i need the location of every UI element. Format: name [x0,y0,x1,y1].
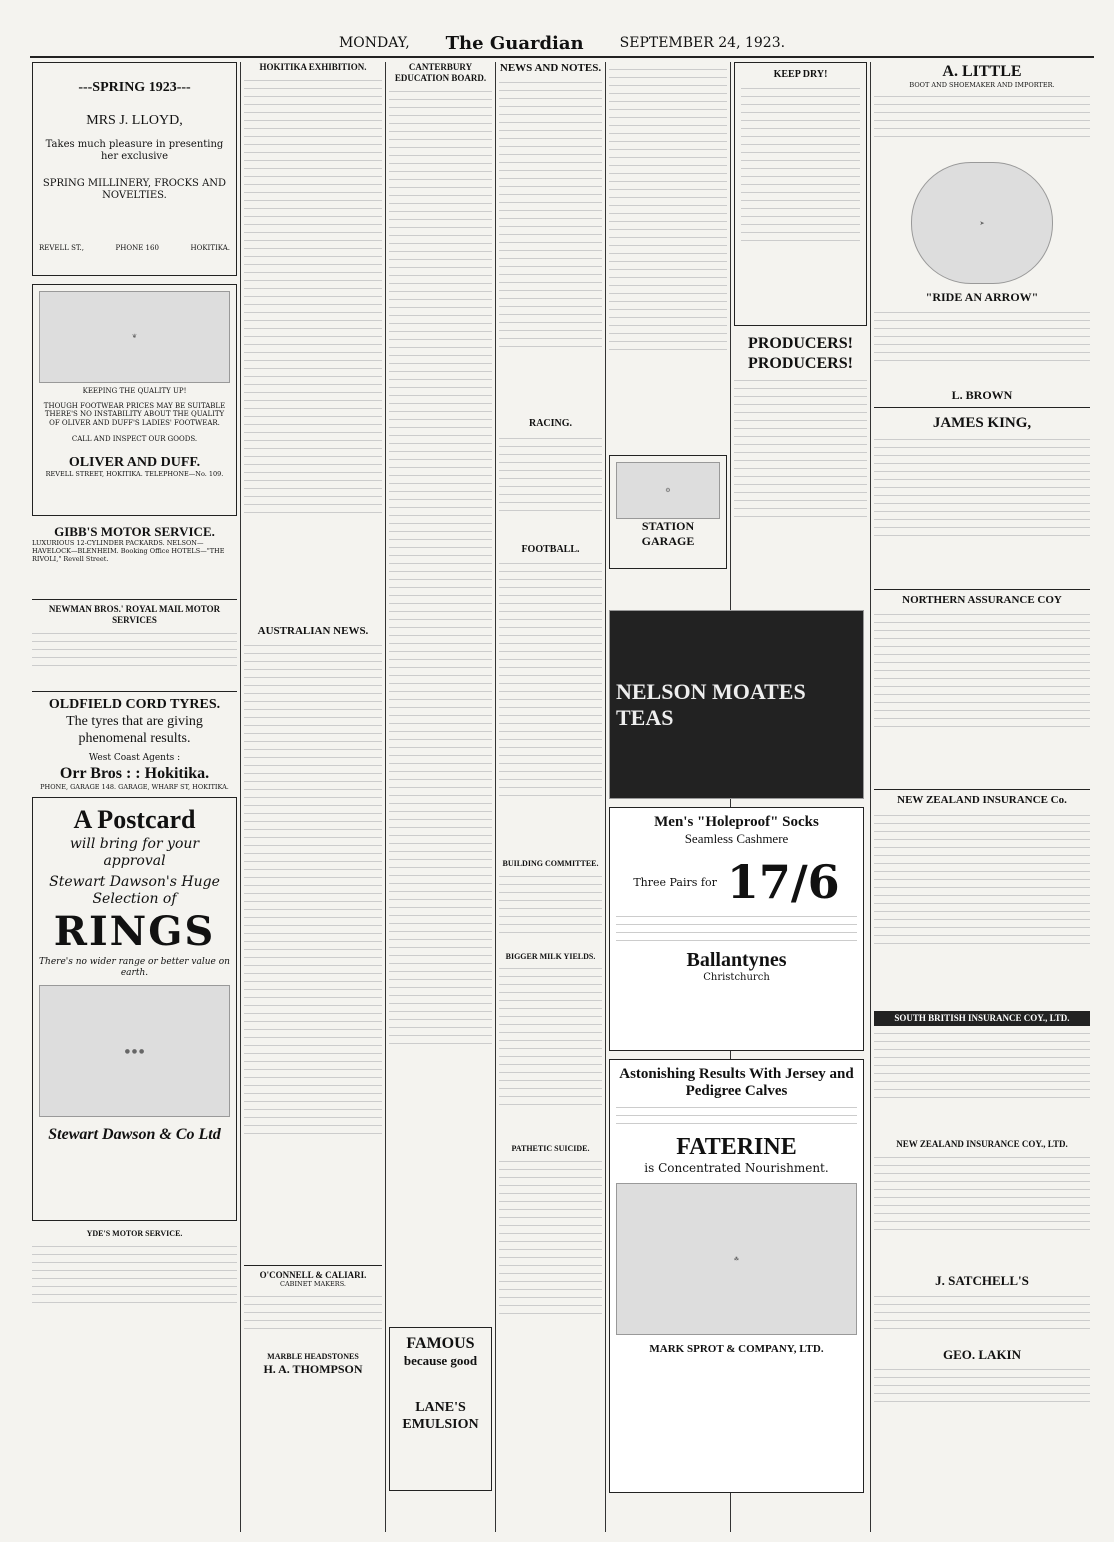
shoe-advert [32,284,237,516]
brown: L. BROWN [951,388,1013,403]
emulsion-advert [389,1327,492,1491]
col5-news [609,65,727,445]
rings-sub: There's no wider range or better value on earth. [39,957,230,979]
column-rule [605,62,606,1532]
satchell-body [874,1292,1090,1347]
shoe-keep: KEEPING THE QUALITY UP! [82,387,187,395]
stewart-logo: Stewart Dawson & Co Ltd [48,1126,221,1144]
lakin-body [874,1365,1090,1402]
australian-body [244,641,382,1261]
northern: NORTHERN ASSURANCE COY [902,593,1062,606]
column-4 [499,62,602,1532]
racing-title: RACING. [528,418,573,430]
oldfield-title: OLDFIELD CORD TYRES. [48,696,221,712]
football-body [499,559,602,859]
postcard: A Postcard [73,805,196,835]
news-title: NEWS AND NOTES. [499,62,602,74]
rings-illustration: ● ● ● [39,985,230,1117]
arrow-body [874,308,1090,388]
little: A. LITTLE [942,63,1022,80]
because: because good [403,1353,478,1369]
masthead-date: SEPTEMBER 24, 1923. [619,35,786,51]
wide-adverts [609,610,864,1510]
concentrated: is Concentrated Nourishment. [644,1161,829,1175]
oconnell-sub: CABINET MAKERS. [280,1280,346,1289]
building-title: BUILDING COMMITTEE. [502,858,599,868]
bigger-body [499,964,602,1144]
nz-body [874,811,1090,1011]
divider [874,789,1090,790]
yde-body [32,1242,237,1303]
agents: West Coast Agents : [88,753,181,764]
famous: FAMOUS [406,1334,475,1352]
three: Three Pairs for [633,875,717,889]
spring-footer-left: REVELL ST., [39,243,84,252]
column-6 [734,62,867,602]
station: STATION GARAGE [641,519,695,548]
exhibition-body [244,76,382,621]
column-rule [385,62,386,1532]
station-garage-advert [609,455,727,569]
rings: RINGS [53,908,216,956]
oconnell-title: O'CONNELL & CALIARI. [259,1270,367,1281]
masthead-title: The Guardian [445,32,584,54]
little-sub: BOOT AND SHOEMAKER AND IMPORTER. [909,80,1055,89]
column-1 [32,62,237,1532]
producers: PRODUCERS! PRODUCERS! [748,335,853,372]
masthead-day: MONDAY, [338,35,410,51]
faterine-advert [609,1059,864,1493]
divider [32,599,237,600]
australian-title: AUSTRALIAN NEWS. [257,624,369,637]
stewart: Stewart Dawson's Huge Selection of [49,874,220,908]
king: JAMES KING, [932,414,1032,431]
nelson-advert: NELSON MOATES TEAS [609,610,864,799]
southbritish: SOUTH BRITISH INSURANCE COY., LTD. [874,1011,1090,1026]
arrow: "RIDE AN ARROW" [925,290,1039,305]
keepdry: KEEP DRY! [773,69,828,80]
shoe-text: THOUGH FOOTWEAR PRICES MAY BE SUITABLE THERE'S NO INSTABILITY ABOUT THE QUALITY OF OLIVER AND DUFF'S LADIES' FOOTWEAR. [43,401,226,427]
column-rule [240,62,241,1532]
little-body [874,92,1090,162]
car-illustration: ⚙ [616,462,720,519]
column-7 [874,62,1090,1532]
divider [874,589,1090,590]
spring-title: ---SPRING 1923--- [78,80,191,95]
nz: NEW ZEALAND INSURANCE Co. [897,794,1067,807]
spring-footer [39,244,230,253]
shoe-name: OLIVER AND DUFF. [68,454,201,470]
spring-footer-mid: PHONE 160 [115,243,159,252]
lakin: GEO. LAKIN [942,1346,1021,1362]
football-title: FOOTBALL. [521,543,580,555]
calf-illustration: ☘ [616,1183,857,1335]
shoe-call: CALL AND INSPECT OUR GOODS. [71,435,198,444]
column-rule [495,62,496,1532]
pathetic-body [499,1157,602,1357]
divider [874,407,1090,408]
column-3 [389,62,492,1532]
nzaccident-body [874,1153,1090,1273]
king-body [874,435,1090,585]
lanes: LANE'S EMULSION [402,1400,479,1433]
spring-footer-right: HOKITIKA. [190,243,230,252]
thompson-title: H. A. THOMPSON [263,1362,363,1377]
stewart-advert [32,797,237,1221]
spring-items: SPRING MILLINERY, FROCKS AND NOVELTIES. [42,177,227,201]
orr: Orr Bros : : Hokitika. [59,765,210,782]
newman-title: NEWMAN BROS.' ROYAL MAIL MOTOR SERVICES [48,603,221,625]
spring-advert [32,62,237,276]
pathetic-title: PATHETIC SUICIDE. [511,1144,590,1154]
oconnell-body [244,1292,382,1352]
socks-sub: Seamless Cashmere [684,831,789,846]
arrow-cycle-logo: ➤ [911,162,1053,284]
shoe-addr: REVELL STREET, HOKITIKA. TELEPHONE—No. 109. [45,469,224,478]
southbritish-body [874,1029,1090,1139]
spring-name: MRS J. LLOYD, [86,113,183,129]
ballantynes: Ballantynes [686,949,787,971]
masthead [30,30,1094,58]
keepdry-advert [734,62,867,326]
bigger-title: BIGGER MILK YIELDS. [505,951,596,961]
gibbs-title: GIBB'S MOTOR SERVICE. [54,524,215,539]
gibbs-text: LUXURIOUS 12-CYLINDER PACKARDS. NELSON—HAVELOCK—BLENHEIM. Booking Office HOTELS—"THE RIVOLI," Revell Street. [32,538,225,563]
divider [244,1265,382,1266]
building-body [499,872,602,952]
faterine: FATERINE [676,1134,797,1160]
yde-title: YDE'S MOTOR SERVICE. [86,1229,183,1239]
nzaccident: NEW ZEALAND INSURANCE COY., LTD. [896,1138,1068,1149]
news-body [499,78,602,418]
divider [32,691,237,692]
marble-title: MARBLE HEADSTONES [267,1352,359,1362]
racing-body [499,434,602,544]
chch: Christchurch [703,972,770,983]
column-2 [244,62,382,1532]
exhibition-title: HOKITIKA EXHIBITION. [259,62,367,72]
socks: Men's "Holeproof" Socks [654,814,819,830]
canterbury-title: CANTERBURY EDUCATION BOARD. [394,62,487,83]
postcard2: will bring for your approval [69,836,200,870]
canterbury-body [389,87,492,1327]
price-row [616,855,857,909]
oldfield-sub: The tyres that are giving phenomenal results. [66,713,203,746]
spring-text: Takes much pleasure in presenting her exclusive [45,139,224,163]
price: 17/6 [726,855,840,909]
satchell: J. SATCHELL'S [935,1272,1029,1288]
orr-addr: PHONE, GARAGE 148. GARAGE, WHARF ST, HOKITIKA. [40,782,229,791]
astonishing: Astonishing Results With Jersey and Pedigree Calves [619,1066,854,1099]
producers-body [734,376,867,576]
newman-body [32,629,237,687]
northern-body [874,610,1090,785]
column-rule [870,62,871,1532]
sprot: MARK SPROT & COMPANY, LTD. [649,1343,824,1355]
socks-advert [609,807,864,1051]
shoe-illustration: ❦ [39,291,230,383]
